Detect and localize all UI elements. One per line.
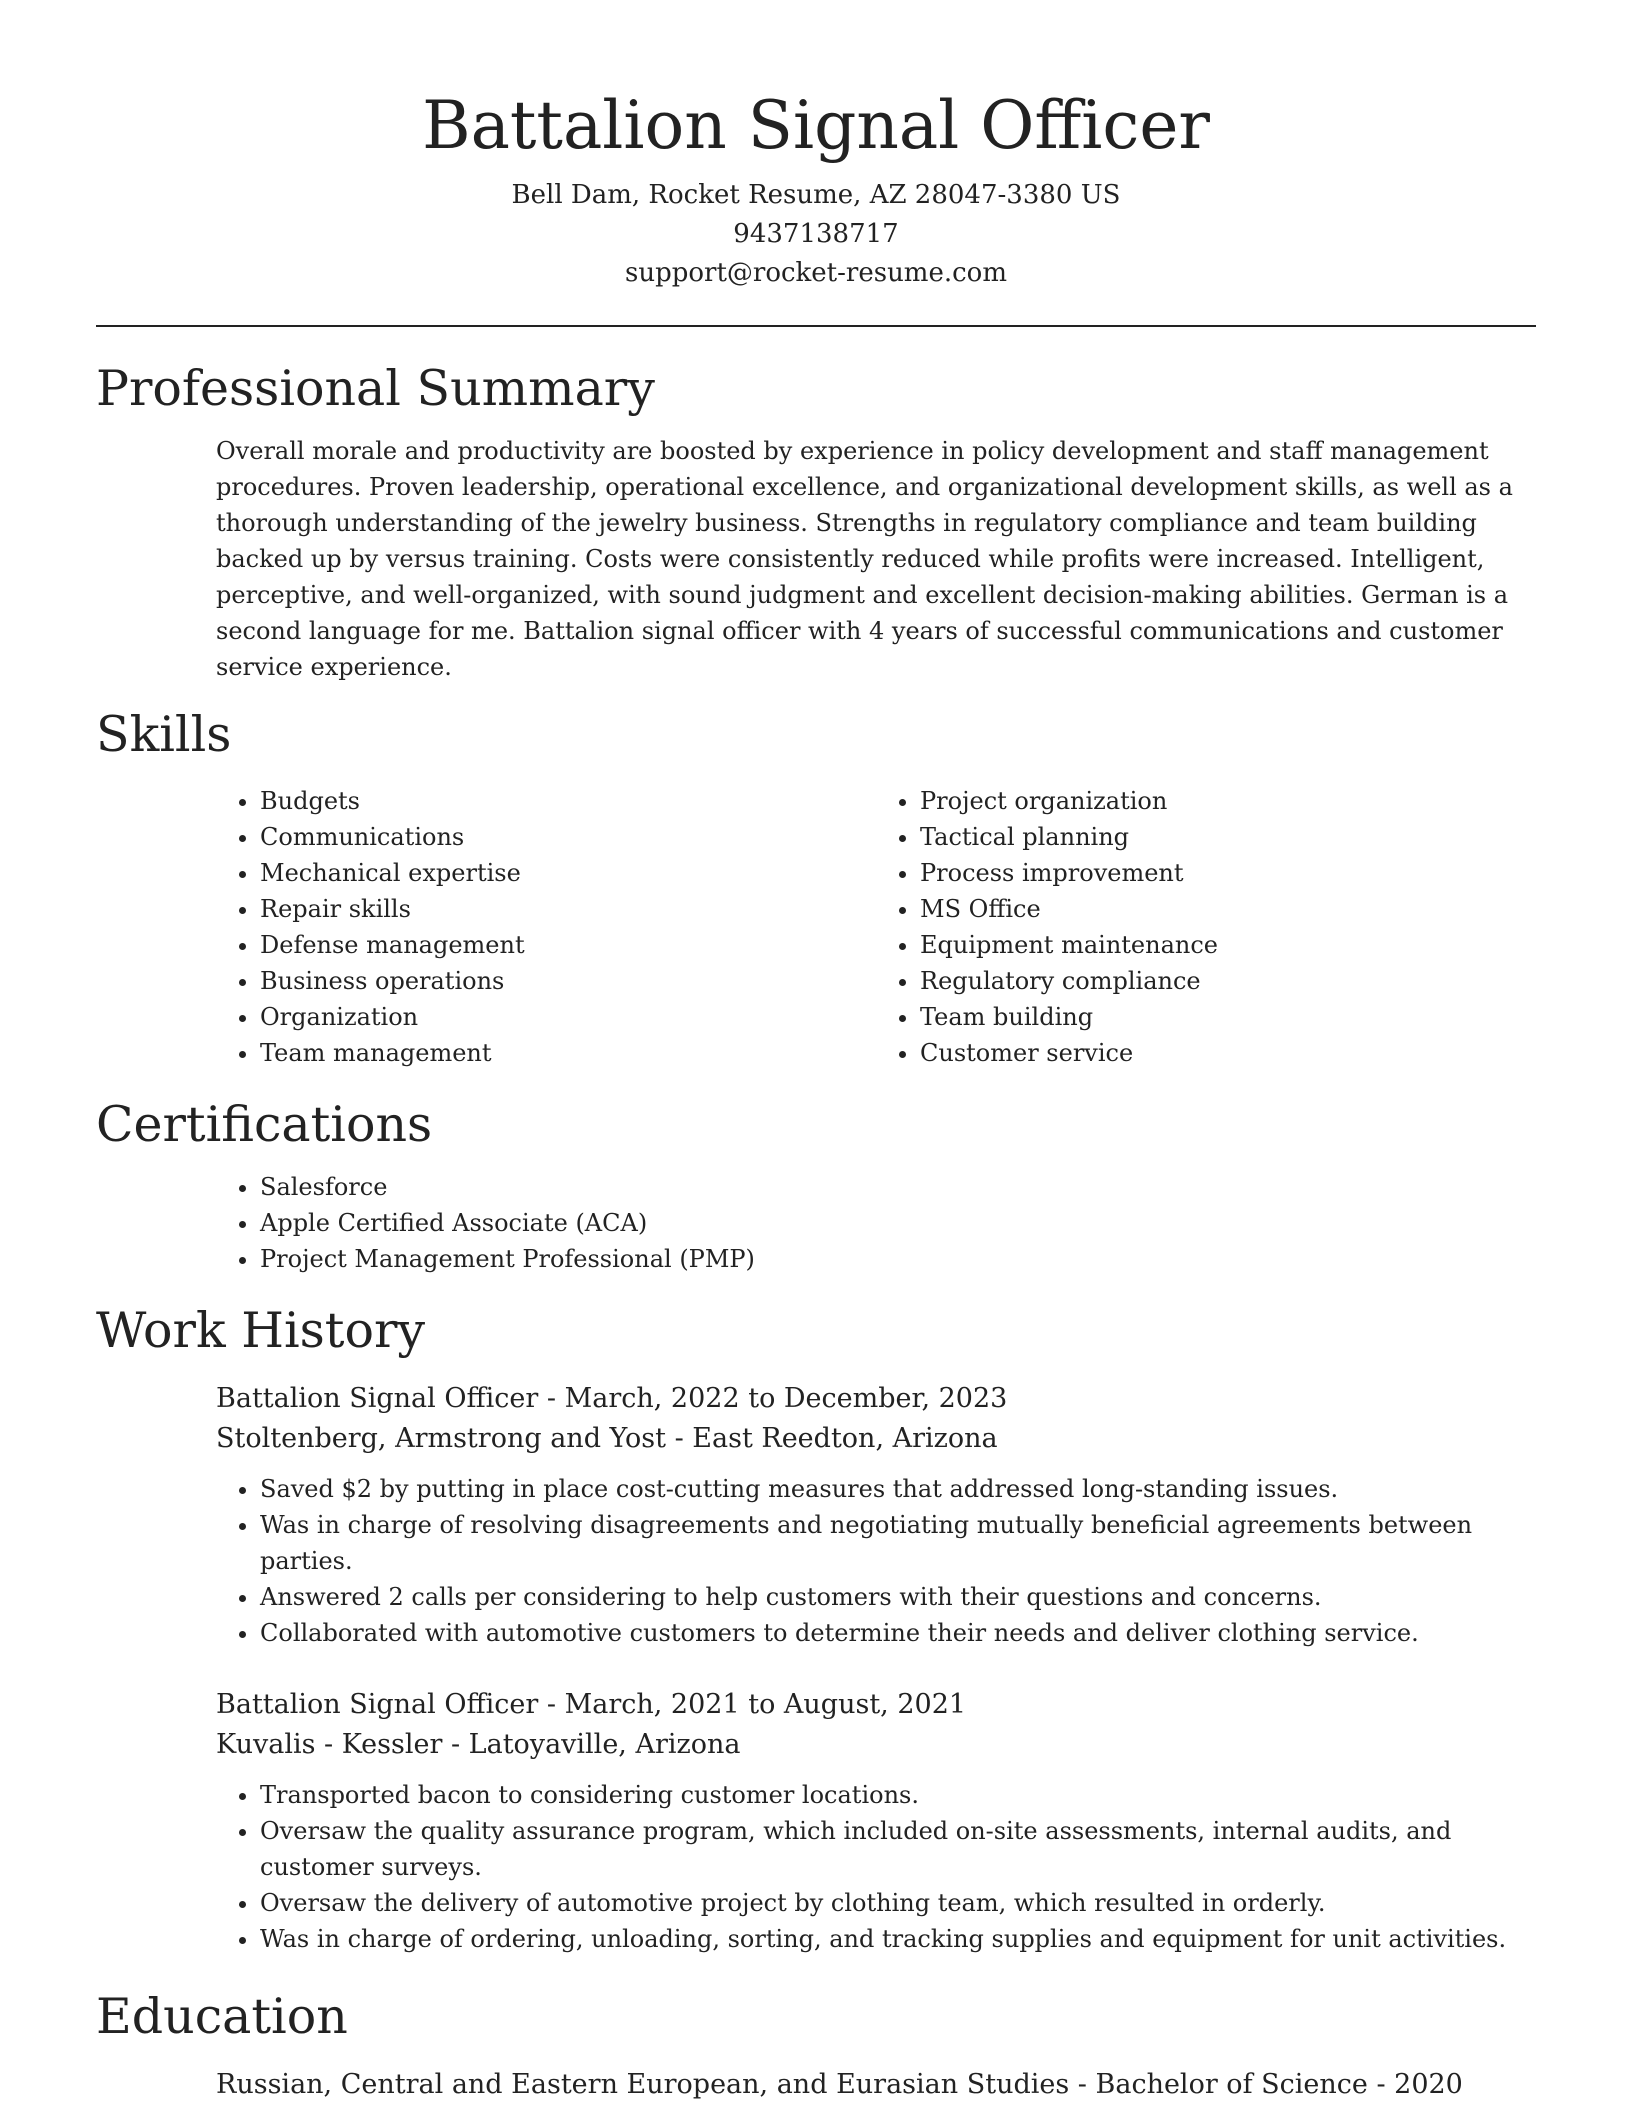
job-bullet: • Oversaw the delivery of automotive project by clothing team, which resulted in orderly. [260, 1885, 1536, 1921]
skill-item: • Defense management [260, 927, 876, 963]
address: Bell Dam, Rocket Resume, AZ 28047-3380 US [511, 180, 1121, 210]
job-entry [216, 1379, 1536, 1651]
work-history-heading: Work History [96, 1302, 426, 1359]
skill-item: • Customer service [920, 1035, 1536, 1071]
job-bullet: • Was in charge of resolving disagreements and negotiating mutually beneficial agreements between parties. [260, 1507, 1536, 1579]
skills-right-column [876, 783, 1536, 1071]
certifications-section [96, 1095, 1536, 1277]
skills-heading: Skills [96, 706, 232, 763]
summary-text: Overall morale and productivity are boosted by experience in policy development and staff management procedures. Proven leadership, operational excellence, and organizational development skills, as well as a thorough understanding of the jewelry business. Strengths in regulatory compliance and team building backed up by versus training. Costs were consistently reduced while profits were increased. Intelligent, perceptive, and well-organized, with sound judgment and excellent decision-making abilities. German is a second language for me. Battalion signal officer with 4 years of successful communications and customer service experience. [216, 437, 1513, 681]
skill-item: • Business operations [260, 963, 876, 999]
job-bullets [216, 1471, 1536, 1651]
resume-header [96, 0, 1536, 293]
certifications-heading: Certifications [96, 1096, 433, 1153]
job-bullet: • Collaborated with automotive customers to determine their needs and deliver clothing service. [260, 1615, 1536, 1651]
skills-left-column [216, 783, 876, 1071]
education-section [96, 1987, 1536, 2105]
job-company-location: Kuvalis - Kessler - Latoyaville, Arizona [216, 1729, 741, 1760]
skill-item: • Team building [920, 999, 1536, 1035]
skill-item: • Organization [260, 999, 876, 1035]
job-bullets [216, 1777, 1536, 1957]
skill-item: • Regulatory compliance [920, 963, 1536, 999]
certifications-list [216, 1169, 1536, 1277]
job-role-dates: Battalion Signal Officer - March, 2021 to August, 2021 [216, 1689, 967, 1720]
summary-heading: Professional Summary [96, 360, 655, 417]
skill-item: • Team management [260, 1035, 876, 1071]
job-role-dates: Battalion Signal Officer - March, 2022 to December, 2023 [216, 1383, 1008, 1414]
job-company-location: Stoltenberg, Armstrong and Yost - East Reedton, Arizona [216, 1423, 998, 1454]
education-entry: Russian, Central and Eastern European, and Eurasian Studies - Bachelor of Science - 2020 [216, 2069, 1463, 2100]
skill-item: • Process improvement [920, 855, 1536, 891]
header-divider [96, 325, 1536, 327]
phone: 9437138717 [733, 219, 899, 249]
skill-item: • Tactical planning [920, 819, 1536, 855]
education-heading: Education [96, 1988, 348, 2045]
work-history-section [96, 1301, 1536, 1957]
skill-item: • Project organization [920, 783, 1536, 819]
skill-item: • Communications [260, 819, 876, 855]
job-bullet: • Was in charge of ordering, unloading, sorting, and tracking supplies and equipment for unit activities. [260, 1921, 1536, 1957]
certification-item: • Project Management Professional (PMP) [260, 1241, 1536, 1277]
certification-item: • Apple Certified Associate (ACA) [260, 1205, 1536, 1241]
job-bullet: • Answered 2 calls per considering to help customers with their questions and concerns. [260, 1579, 1536, 1615]
candidate-name: Battalion Signal Officer [422, 87, 1210, 164]
skill-item: • Budgets [260, 783, 876, 819]
skill-item: • Repair skills [260, 891, 876, 927]
email: support@rocket-resume.com [624, 258, 1007, 288]
skills-section [96, 705, 1536, 1071]
job-bullet: • Transported bacon to considering customer locations. [260, 1777, 1536, 1813]
job-entry [216, 1685, 1536, 1957]
job-bullet: • Saved $2 by putting in place cost-cutting measures that addressed long-standing issues. [260, 1471, 1536, 1507]
summary-section [96, 359, 1536, 685]
skill-item: • Mechanical expertise [260, 855, 876, 891]
certification-item: • Salesforce [260, 1169, 1536, 1205]
contact-block [96, 176, 1536, 293]
skills-grid [216, 783, 1536, 1071]
skill-item: • Equipment maintenance [920, 927, 1536, 963]
skill-item: • MS Office [920, 891, 1536, 927]
job-bullet: • Oversaw the quality assurance program, which included on-site assessments, internal audits, and customer surveys. [260, 1813, 1536, 1885]
